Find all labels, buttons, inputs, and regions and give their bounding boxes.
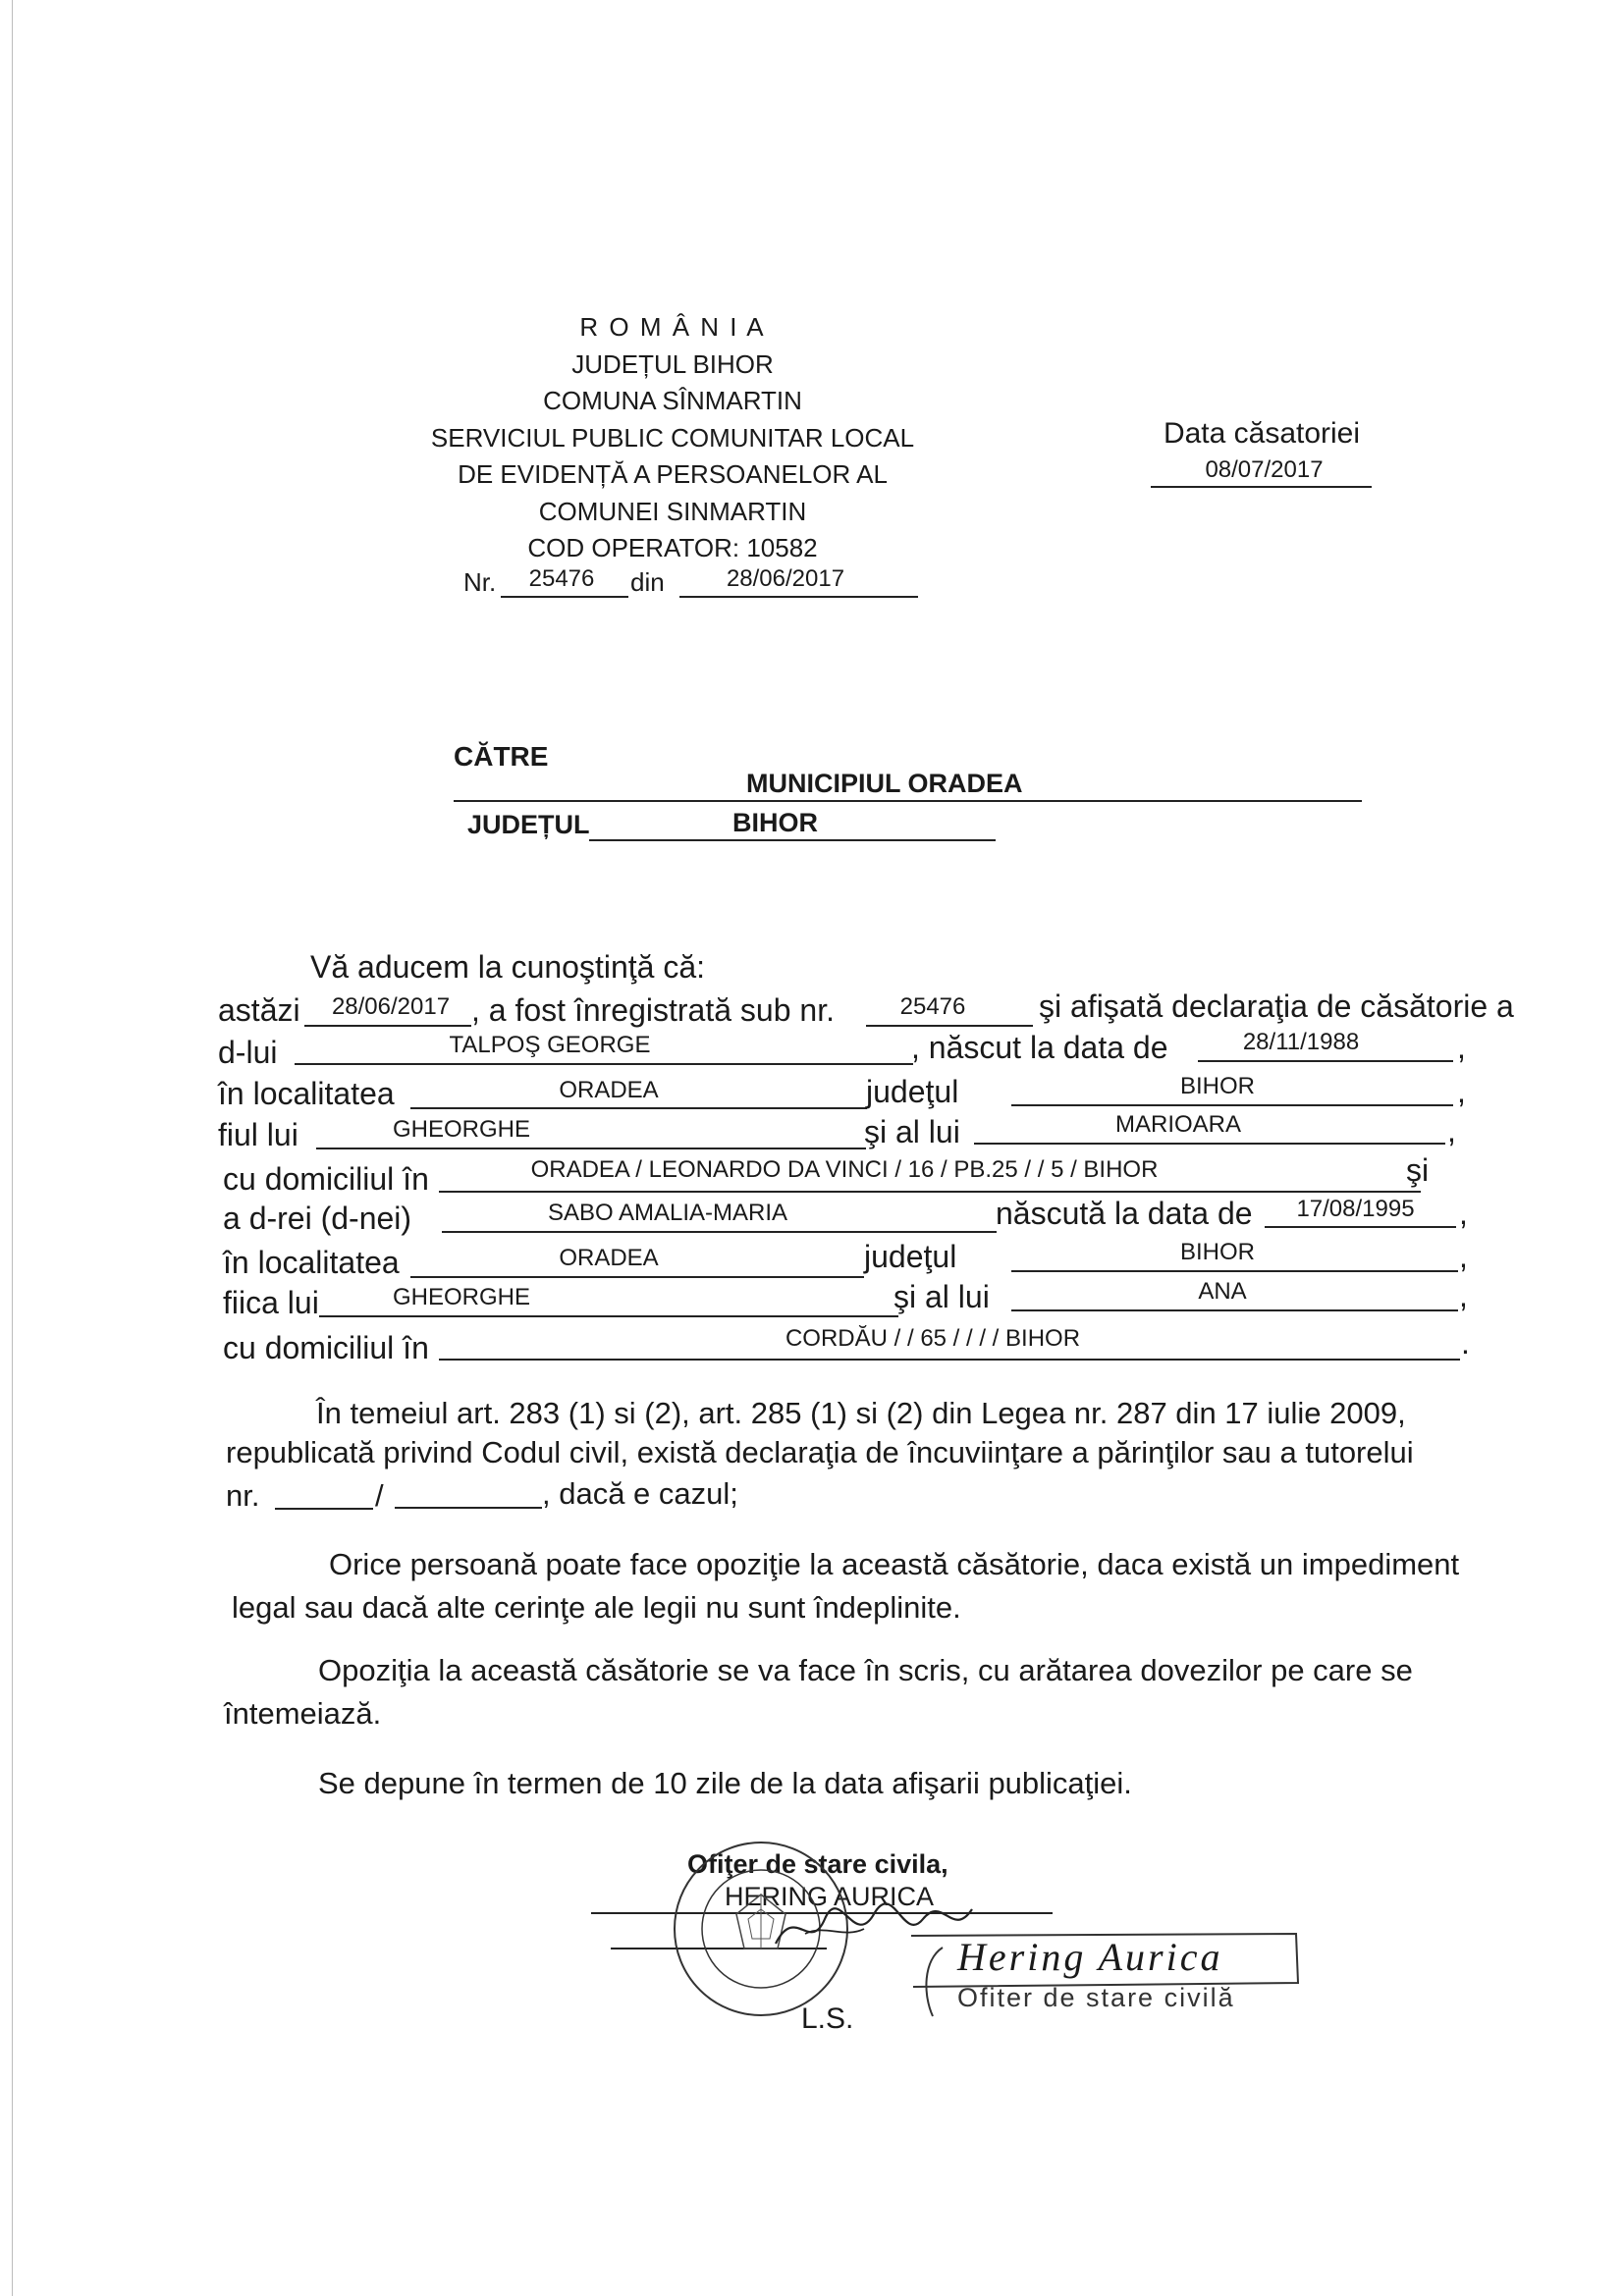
groom-father-value: GHEORGHE	[392, 1116, 530, 1143]
groom-birthdate-value: 28/11/1988	[1242, 1029, 1360, 1055]
bride-county-value: BIHOR	[1179, 1239, 1255, 1265]
legal-line1: În temeiul art. 283 (1) si (2), art. 285 (1) si (2) din Legea nr. 287 din 17 iulie 2009,	[316, 1396, 1406, 1430]
bride-mother-value: ANA	[1198, 1278, 1247, 1305]
bride-name-value: SABO AMALIA-MARIA	[547, 1200, 788, 1226]
bride-father-underline	[319, 1315, 898, 1317]
legal-nr-underline-2	[395, 1507, 542, 1509]
header-service-line3: COMUNEI SINMARTIN	[538, 497, 807, 526]
loc2-label: în localitatea	[223, 1245, 400, 1280]
bride-county-underline	[1011, 1270, 1458, 1272]
stamp-role: Ofiter de stare civilă	[957, 1983, 1235, 2012]
reg-number-underline	[866, 1025, 1033, 1027]
astazi-underline	[304, 1025, 471, 1027]
nr-label: Nr.	[463, 567, 497, 597]
officer-name: HERING AURICA	[725, 1882, 935, 1911]
catre-underline	[454, 800, 1362, 802]
astazi-label: astăzi	[218, 992, 300, 1028]
notice1-line2: legal sau dacă alte cerinţe ale legii nu sunt îndeplinite.	[232, 1590, 961, 1625]
bride-address-underline	[439, 1359, 1460, 1361]
legal-nr-label: nr.	[226, 1478, 260, 1513]
legal-tail: , dacă e cazul;	[542, 1476, 738, 1511]
bride-mother-underline	[1011, 1309, 1458, 1311]
judet-recipient-underline	[589, 839, 996, 841]
intro-text: Vă aducem la cunoştinţă că:	[310, 949, 706, 985]
header-country: R O M Â N I A	[579, 312, 766, 342]
groom-locality-value: ORADEA	[559, 1077, 659, 1103]
header-service-line1: SERVICIUL PUBLIC COMUNITAR LOCAL	[430, 423, 915, 453]
bride-name-underline	[442, 1231, 997, 1233]
comma-6: ,	[1459, 1278, 1468, 1313]
name-stamp	[903, 1926, 1306, 2024]
bride-locality-underline	[410, 1276, 864, 1278]
reg-number-value: 25476	[899, 993, 966, 1020]
comma-4: ,	[1459, 1196, 1468, 1231]
comma-2: ,	[1457, 1074, 1466, 1109]
groom-mother-underline	[974, 1143, 1445, 1145]
born-f-text: născută la data de	[996, 1196, 1253, 1231]
comma-5: ,	[1459, 1239, 1468, 1274]
notice2-line2: întemeiază.	[224, 1696, 382, 1731]
domiciliu1-label: cu domiciliul în	[223, 1161, 429, 1197]
officer-title: Ofiţer de stare civila,	[687, 1849, 948, 1879]
marriage-date-label: Data căsatoriei	[1163, 417, 1361, 450]
groom-address-value: ORADEA / LEONARDO DA VINCI / 16 / PB.25 / / 5 / BIHOR	[530, 1156, 1159, 1183]
groom-county-underline	[1011, 1104, 1453, 1106]
bride-locality-value: ORADEA	[559, 1245, 659, 1271]
astazi-value: 28/06/2017	[331, 993, 451, 1020]
born-text: , născut la data de	[911, 1030, 1168, 1065]
bride-birthdate-underline	[1265, 1226, 1456, 1228]
scan-edge	[12, 0, 13, 2296]
nr-value: 25476	[528, 565, 595, 592]
groom-name-value: TALPOŞ GEORGE	[449, 1032, 651, 1058]
si-al-lui-2: şi al lui	[893, 1279, 990, 1314]
judet-recipient-label: JUDEȚUL	[467, 810, 590, 839]
period-1: .	[1461, 1325, 1470, 1361]
fiica-label: fiica lui	[223, 1285, 319, 1320]
groom-name-underline	[295, 1063, 913, 1065]
bride-address-value: CORDĂU / / 65 / / / / BIHOR	[785, 1325, 1081, 1352]
bride-father-value: GHEORGHE	[392, 1284, 530, 1310]
judet2-label: judeţul	[864, 1239, 957, 1274]
registered-text: , a fost înregistrată sub nr.	[471, 992, 835, 1028]
groom-father-underline	[316, 1148, 866, 1149]
notice3: Se depune în termen de 10 zile de la data afişarii publicaţiei.	[318, 1766, 1132, 1800]
header-commune: COMUNA SÎNMARTIN	[543, 386, 802, 415]
fiul-label: fiul lui	[218, 1117, 298, 1152]
header-service-line2: DE EVIDENȚĂ A PERSOANELOR AL	[458, 459, 888, 489]
groom-mother-value: MARIOARA	[1114, 1111, 1241, 1138]
groom-birthdate-underline	[1198, 1060, 1453, 1062]
catre-value: MUNICIPIUL ORADEA	[746, 769, 1023, 798]
bride-birthdate-value: 17/08/1995	[1296, 1196, 1415, 1222]
marriage-date-underline	[1151, 486, 1372, 488]
header-operator-code: COD OPERATOR: 10582	[527, 533, 818, 562]
nr-underline	[501, 596, 628, 598]
marriage-date-value: 08/07/2017	[1205, 456, 1324, 483]
catre-label: CĂTRE	[454, 741, 549, 772]
legal-nr-underline-1	[275, 1508, 373, 1510]
header-county: JUDEȚUL BIHOR	[571, 349, 774, 379]
stamp-name: Hering Aurica	[957, 1935, 1223, 1979]
posted-text: şi afişată declaraţia de căsătorie a	[1039, 988, 1514, 1024]
comma-1: ,	[1457, 1030, 1466, 1065]
notice2-line1: Opoziţia la această căsătorie se va face în scris, cu arătarea dovezilor pe care se	[318, 1653, 1413, 1687]
din-underline	[679, 596, 918, 598]
judet1-label: judeţul	[866, 1074, 959, 1109]
si-al-lui-1: şi al lui	[864, 1114, 960, 1149]
si-label: şi	[1406, 1152, 1430, 1188]
notice1-line1: Orice persoană poate face opoziţie la această căsătorie, daca există un impediment	[329, 1547, 1460, 1581]
drei-label: a d-rei (d-nei)	[223, 1201, 412, 1236]
ls-label: L.S.	[801, 2002, 854, 2035]
loc1-label: în localitatea	[218, 1076, 395, 1111]
legal-slash: /	[375, 1478, 384, 1513]
dlui-label: d-lui	[218, 1035, 278, 1070]
groom-locality-underline	[410, 1107, 867, 1109]
legal-line2: republicată privind Codul civil, există declaraţia de încuviinţare a părinţilor sau a tutorelui	[226, 1435, 1414, 1469]
din-label: din	[630, 567, 665, 597]
groom-county-value: BIHOR	[1179, 1073, 1255, 1099]
domiciliu2-label: cu domiciliul în	[223, 1330, 429, 1365]
din-value: 28/06/2017	[726, 565, 845, 592]
comma-3: ,	[1447, 1113, 1456, 1148]
judet-recipient-value: BIHOR	[732, 808, 818, 837]
groom-address-underline	[439, 1191, 1421, 1193]
